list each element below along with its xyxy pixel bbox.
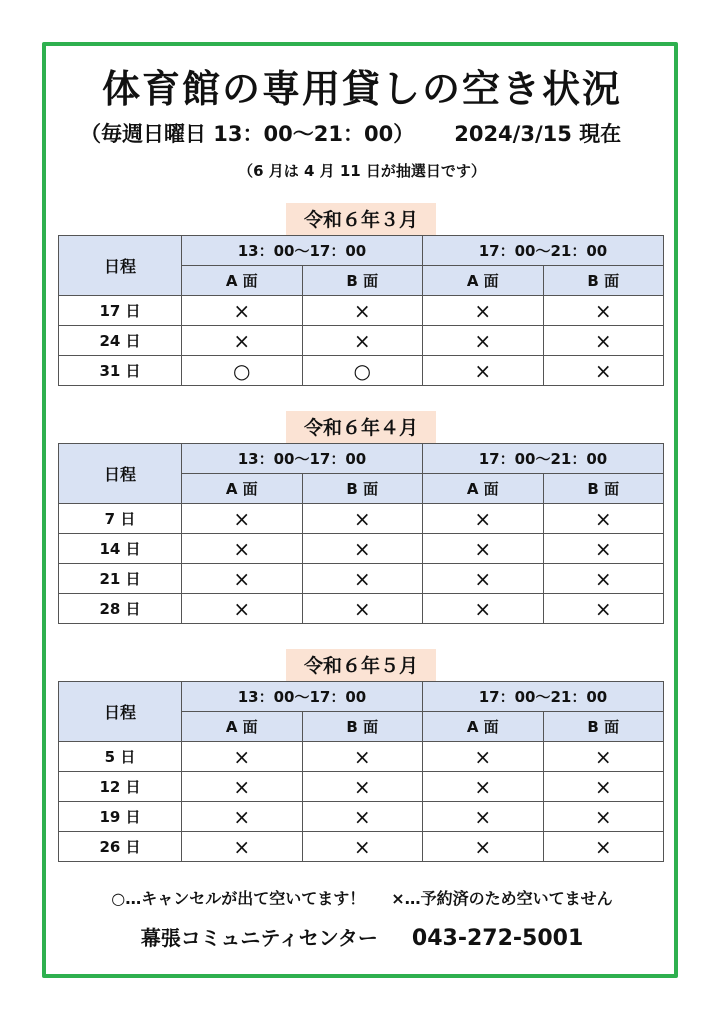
- status-cell: ×: [182, 534, 303, 564]
- status-cell: ×: [543, 564, 664, 594]
- status-cell: ×: [302, 594, 423, 624]
- legend-unavailable: ×…予約済のため空いてません: [391, 889, 613, 908]
- status-cell: ×: [543, 296, 664, 326]
- status-cell: ○: [302, 356, 423, 386]
- status-cell: ×: [302, 832, 423, 862]
- status-cell: ×: [302, 504, 423, 534]
- day-cell: 5 日: [59, 742, 182, 772]
- table-row: [59, 564, 664, 594]
- status-cell: ×: [302, 772, 423, 802]
- table-row: [59, 742, 664, 772]
- day-cell: 14 日: [59, 534, 182, 564]
- status-cell: ×: [302, 802, 423, 832]
- as-of-date: 2024/3/15 現在: [454, 122, 622, 146]
- legend-available: ○…キャンセルが出て空いてます！: [111, 889, 366, 908]
- legend: [0, 886, 724, 909]
- status-cell: ×: [423, 504, 544, 534]
- status-cell: ×: [423, 742, 544, 772]
- day-cell: 26 日: [59, 832, 182, 862]
- table-row: [59, 772, 664, 802]
- table-row: [59, 802, 664, 832]
- status-cell: ×: [182, 594, 303, 624]
- status-cell: ×: [543, 504, 664, 534]
- court-b-header: B 面: [543, 712, 664, 742]
- slot1-header: 13：00〜17：00: [182, 236, 423, 266]
- lottery-note: （6 月は 4 月 11 日が抽選日です）: [238, 162, 486, 180]
- court-b-header: B 面: [543, 266, 664, 296]
- day-cell: 12 日: [59, 772, 182, 802]
- court-a-header: A 面: [423, 474, 544, 504]
- court-b-header: B 面: [302, 266, 423, 296]
- footer: [0, 922, 724, 951]
- status-cell: ×: [182, 772, 303, 802]
- month-section-march: [58, 203, 664, 386]
- day-cell: 17 日: [59, 296, 182, 326]
- table-row: [59, 594, 664, 624]
- table-row: [59, 534, 664, 564]
- slot1-header: 13：00〜17：00: [182, 682, 423, 712]
- day-cell: 24 日: [59, 326, 182, 356]
- status-cell: ×: [423, 326, 544, 356]
- schedule-table: [58, 235, 664, 386]
- status-cell: ×: [543, 832, 664, 862]
- status-cell: ×: [423, 296, 544, 326]
- table-row: [59, 504, 664, 534]
- month-label: 令和６年５月: [286, 649, 436, 681]
- status-cell: ×: [423, 356, 544, 386]
- status-cell: ×: [302, 296, 423, 326]
- day-header: 日程: [59, 236, 182, 296]
- month-section-april: [58, 411, 664, 624]
- court-a-header: A 面: [182, 474, 303, 504]
- status-cell: ×: [182, 326, 303, 356]
- schedule-text: （毎週日曜日 13：00〜21：00）: [80, 122, 415, 146]
- slot2-header: 17：00〜21：00: [423, 682, 664, 712]
- court-a-header: A 面: [182, 712, 303, 742]
- status-cell: ×: [302, 564, 423, 594]
- day-cell: 28 日: [59, 594, 182, 624]
- status-cell: ×: [543, 742, 664, 772]
- page-title: 体育館の専用貸しの空き状況: [101, 67, 622, 111]
- day-cell: 7 日: [59, 504, 182, 534]
- court-b-header: B 面: [302, 712, 423, 742]
- status-cell: ×: [423, 534, 544, 564]
- day-header: 日程: [59, 444, 182, 504]
- phone-number: 043-272-5001: [411, 926, 584, 951]
- month-label: 令和６年４月: [286, 411, 436, 443]
- day-cell: 31 日: [59, 356, 182, 386]
- table-row: [59, 356, 664, 386]
- court-b-header: B 面: [302, 474, 423, 504]
- schedule-table: [58, 443, 664, 624]
- status-cell: ×: [302, 742, 423, 772]
- table-row: [59, 326, 664, 356]
- court-a-header: A 面: [423, 712, 544, 742]
- status-cell: ×: [423, 594, 544, 624]
- day-cell: 19 日: [59, 802, 182, 832]
- table-row: [59, 296, 664, 326]
- slot1-header: 13：00〜17：00: [182, 444, 423, 474]
- schedule-table: [58, 681, 664, 862]
- status-cell: ×: [543, 326, 664, 356]
- table-row: [59, 832, 664, 862]
- subtitle: [80, 118, 621, 148]
- center-name: 幕張コミュニティセンター: [140, 926, 378, 950]
- status-cell: ×: [543, 534, 664, 564]
- status-cell: ×: [182, 832, 303, 862]
- status-cell: ×: [182, 504, 303, 534]
- status-cell: ×: [543, 356, 664, 386]
- status-cell: ×: [543, 772, 664, 802]
- court-b-header: B 面: [543, 474, 664, 504]
- status-cell: ×: [302, 326, 423, 356]
- status-cell: ×: [423, 802, 544, 832]
- status-cell: ×: [182, 564, 303, 594]
- status-cell: ×: [182, 296, 303, 326]
- status-cell: ×: [543, 594, 664, 624]
- day-header: 日程: [59, 682, 182, 742]
- status-cell: ×: [302, 534, 423, 564]
- status-cell: ×: [423, 832, 544, 862]
- status-cell: ×: [543, 802, 664, 832]
- court-a-header: A 面: [182, 266, 303, 296]
- status-cell: ×: [182, 802, 303, 832]
- day-cell: 21 日: [59, 564, 182, 594]
- month-label: 令和６年３月: [286, 203, 436, 235]
- status-cell: ×: [423, 772, 544, 802]
- court-a-header: A 面: [423, 266, 544, 296]
- status-cell: ×: [423, 564, 544, 594]
- status-cell: ×: [182, 742, 303, 772]
- slot2-header: 17：00〜21：00: [423, 444, 664, 474]
- month-section-may: [58, 649, 664, 862]
- status-cell: ○: [182, 356, 303, 386]
- slot2-header: 17：00〜21：00: [423, 236, 664, 266]
